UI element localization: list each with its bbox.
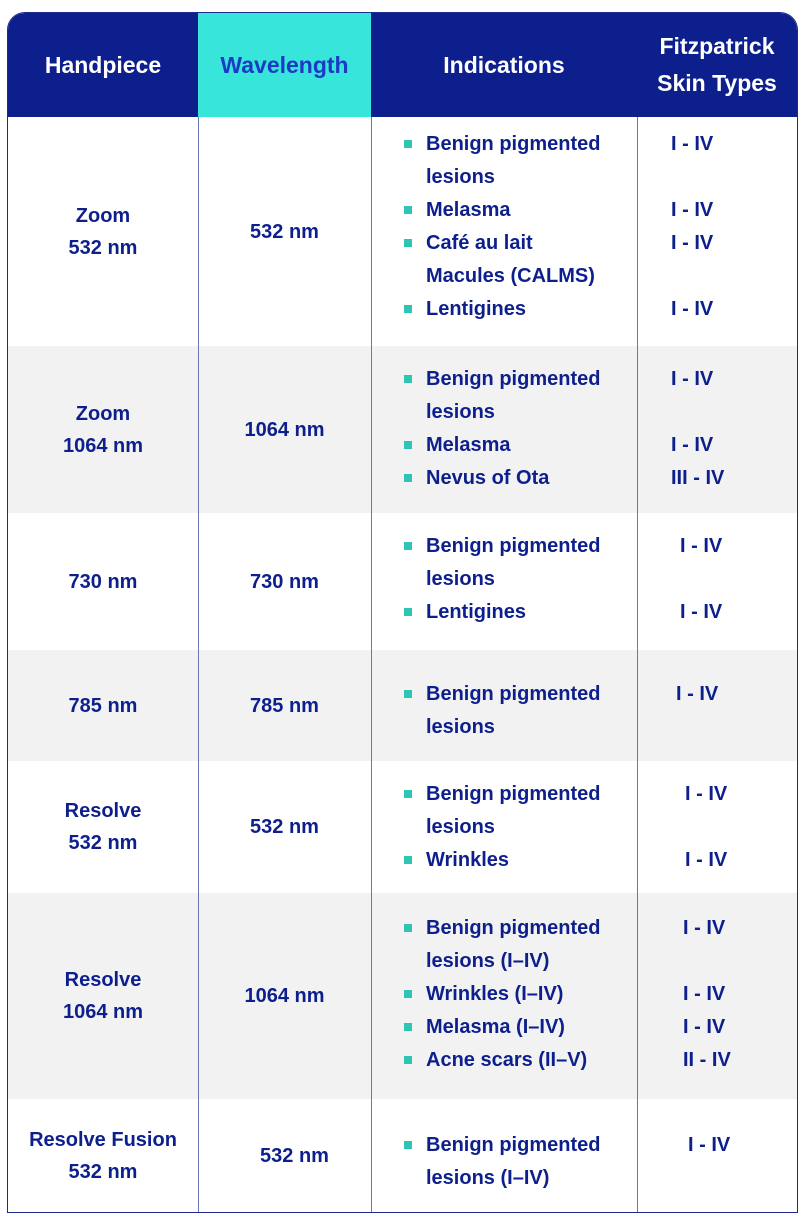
table-row (8, 893, 797, 1099)
indication-text: lesions (426, 816, 495, 838)
indication-item (406, 293, 636, 326)
indication-text: Benign pigmented (426, 368, 601, 390)
indication-item (406, 678, 636, 744)
skin-type-value: II - IV (683, 1049, 731, 1071)
indication-text: Melasma (426, 434, 511, 456)
square-bullet-icon (404, 924, 412, 932)
indication-text: Benign pigmented (426, 535, 601, 557)
handpiece-label: Resolve Fusion (29, 1128, 177, 1151)
indication-text: lesions (426, 568, 495, 590)
square-bullet-icon (404, 690, 412, 698)
indication-item (406, 462, 636, 495)
indication-item (406, 978, 636, 1011)
skin-type-value: I - IV (671, 232, 714, 254)
table-row (8, 761, 797, 893)
square-bullet-icon (404, 542, 412, 550)
square-bullet-icon (404, 790, 412, 798)
handpiece-label: 730 nm (68, 570, 138, 593)
wavelength-cell: 730 nm (250, 570, 319, 593)
handpiece-label: 532 nm (68, 1160, 138, 1183)
wavelength-cell: 785 nm (250, 694, 319, 717)
header-indications: Indications (371, 13, 637, 117)
square-bullet-icon (404, 206, 412, 214)
wavelength-cell: 1064 nm (244, 418, 325, 441)
skin-type-value: I - IV (671, 298, 714, 320)
indication-item (406, 530, 636, 596)
square-bullet-icon (404, 856, 412, 864)
indication-text: Benign pigmented (426, 683, 601, 705)
column-divider (637, 117, 638, 1212)
laser-handpiece-table (7, 12, 798, 1213)
skin-type-value: I - IV (680, 535, 723, 557)
skin-type-value: I - IV (683, 917, 726, 939)
indication-text: Lentigines (426, 298, 527, 320)
indication-text: lesions (426, 401, 495, 423)
square-bullet-icon (404, 1141, 412, 1149)
table-row (8, 346, 797, 513)
indication-item (406, 194, 636, 227)
square-bullet-icon (404, 375, 412, 383)
skin-type-value: I - IV (680, 601, 723, 623)
handpiece-label: Resolve (64, 800, 142, 822)
indication-text: Melasma (I–IV) (426, 1016, 565, 1038)
column-divider (198, 117, 199, 1212)
handpiece-label: 785 nm (68, 694, 138, 717)
handpiece-cell (8, 513, 198, 650)
handpiece-cell (8, 761, 198, 893)
skin-type-value: I - IV (688, 1134, 731, 1156)
indication-item (406, 1044, 636, 1077)
wavelength-cell: 532 nm (250, 220, 319, 243)
indication-text: Benign pigmented (426, 783, 601, 805)
skin-type-value: III - IV (671, 467, 725, 489)
indication-text: lesions (426, 166, 495, 188)
indication-item (406, 429, 636, 462)
column-divider (371, 117, 372, 1212)
indication-text: Nevus of Ota (426, 467, 550, 489)
indication-text: Macules (CALMS) (426, 265, 595, 287)
table-row (8, 117, 797, 346)
handpiece-label: Zoom (75, 204, 131, 227)
skin-type-value: I - IV (671, 368, 714, 390)
wavelength-cell: 532 nm (250, 816, 319, 838)
handpiece-label: Zoom (75, 402, 131, 425)
indication-text: Benign pigmented (426, 917, 601, 939)
skin-type-value: I - IV (683, 983, 726, 1005)
wavelength-cell: 532 nm (260, 1144, 329, 1167)
indication-text: Acne scars (II–V) (426, 1049, 588, 1071)
indication-item (406, 596, 636, 629)
square-bullet-icon (404, 608, 412, 616)
table-row (8, 1099, 797, 1212)
square-bullet-icon (404, 140, 412, 148)
skin-type-value: I - IV (676, 683, 719, 705)
handpiece-label: 1064 nm (62, 434, 144, 457)
skin-type-value: I - IV (671, 133, 714, 155)
handpiece-cell (8, 346, 198, 513)
skin-type-value: I - IV (683, 1016, 726, 1038)
table-row (8, 513, 797, 650)
indication-text: Café au lait (426, 232, 533, 254)
handpiece-label: 532 nm (68, 832, 138, 854)
skin-type-value: I - IV (671, 434, 714, 456)
indication-text: Benign pigmented (426, 133, 601, 155)
indication-item (406, 778, 636, 844)
handpiece-cell (8, 117, 198, 346)
indication-item (406, 128, 636, 194)
header-handpiece: Handpiece (8, 13, 198, 117)
header-skin-types: Fitzpatrick Skin Types (637, 13, 797, 117)
table-row (8, 650, 797, 761)
skin-type-value: I - IV (685, 849, 728, 871)
indication-text: lesions (I–IV) (426, 950, 550, 972)
skin-type-value: I - IV (671, 199, 714, 221)
indication-item (406, 844, 636, 877)
handpiece-cell (8, 650, 198, 761)
handpiece-label: 532 nm (68, 236, 138, 259)
square-bullet-icon (404, 1023, 412, 1031)
indication-text: Wrinkles (I–IV) (426, 983, 564, 1005)
handpiece-cell (8, 893, 198, 1099)
handpiece-label: Resolve (64, 969, 142, 991)
indication-text: Lentigines (426, 601, 527, 623)
indication-item (406, 227, 636, 293)
square-bullet-icon (404, 474, 412, 482)
indication-item (406, 1011, 636, 1044)
indication-text: Wrinkles (426, 849, 509, 871)
square-bullet-icon (404, 441, 412, 449)
indication-item (406, 912, 636, 978)
indication-text: lesions (I–IV) (426, 1167, 550, 1189)
header-wavelength: Wavelength (198, 13, 371, 117)
wavelength-cell: 1064 nm (244, 985, 325, 1007)
square-bullet-icon (404, 1056, 412, 1064)
indication-text: Benign pigmented (426, 1134, 601, 1156)
indication-text: lesions (426, 716, 495, 738)
indication-text: Melasma (426, 199, 511, 221)
indication-item (406, 1129, 636, 1195)
square-bullet-icon (404, 305, 412, 313)
square-bullet-icon (404, 239, 412, 247)
square-bullet-icon (404, 990, 412, 998)
handpiece-cell (8, 1099, 198, 1212)
indication-item (406, 363, 636, 429)
handpiece-label: 1064 nm (62, 1001, 144, 1023)
skin-type-value: I - IV (685, 783, 728, 805)
